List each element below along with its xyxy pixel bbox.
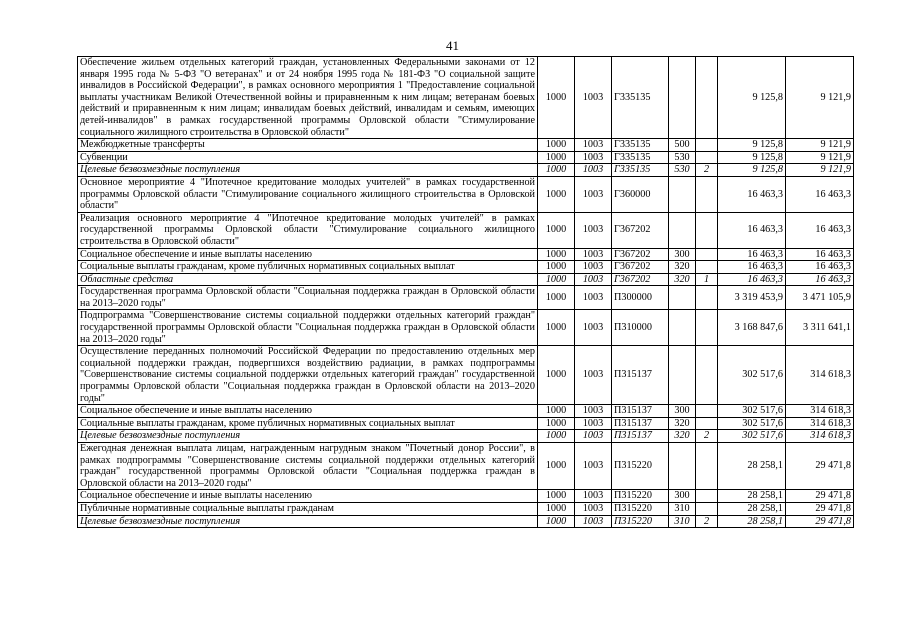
row-amount-year-1: 302 517,6 [718, 405, 786, 418]
row-description: Социальное обеспечение и иные выплаты населению [78, 405, 538, 418]
row-target-item-code: Г367202 [612, 273, 669, 286]
row-subsection-code: 1003 [575, 273, 612, 286]
row-amount-year-2: 29 471,8 [786, 490, 854, 503]
row-description: Основное мероприятие 4 "Ипотечное кредитование молодых учителей" в рамках государственной программы Орловской области "Стимулирование социального жилищного строительства в Орловской области" [78, 176, 538, 212]
budget-table [77, 56, 854, 528]
row-target-item-code: П315220 [612, 490, 669, 503]
row-subsection-code: 1003 [575, 417, 612, 430]
row-section-code: 1000 [538, 176, 575, 212]
row-amount-year-2: 9 121,9 [786, 57, 854, 139]
row-section-code: 1000 [538, 417, 575, 430]
table-row [78, 248, 854, 261]
row-subsection-code: 1003 [575, 443, 612, 490]
row-amount-year-2: 314 618,3 [786, 405, 854, 418]
row-subsection-code: 1003 [575, 490, 612, 503]
row-expense-type-code: 320 [669, 430, 696, 443]
row-description: Социальные выплаты гражданам, кроме публичных нормативных социальных выплат [78, 261, 538, 274]
row-description: Целевые безвозмездные поступления [78, 515, 538, 528]
row-section-code: 1000 [538, 273, 575, 286]
row-section-code: 1000 [538, 286, 575, 310]
row-description: Субвенции [78, 151, 538, 164]
row-subsection-code: 1003 [575, 502, 612, 515]
row-target-item-code: Г335135 [612, 164, 669, 177]
table-row [78, 164, 854, 177]
row-funding-kind: 2 [696, 515, 718, 528]
row-subsection-code: 1003 [575, 248, 612, 261]
row-description: Ежегодная денежная выплата лицам, награжденным нагрудным знаком "Почетный донор России", в рамках подпрограммы "Совершенствование системы социальной поддержки отдельных категорий граждан" государственной программы Орловской области "Социальная поддержка граждан в Орловской области на 2013–2020 годы" [78, 443, 538, 490]
row-target-item-code: Г360000 [612, 176, 669, 212]
table-row [78, 346, 854, 405]
table-row [78, 502, 854, 515]
row-target-item-code: П315137 [612, 430, 669, 443]
row-expense-type-code: 310 [669, 502, 696, 515]
row-subsection-code: 1003 [575, 430, 612, 443]
table-row [78, 286, 854, 310]
row-description: Реализация основного мероприятие 4 "Ипотечное кредитование молодых учителей" в рамках государственной программы Орловской области "Стимулирование социального жилищного строительства в Орловской области" [78, 212, 538, 248]
table-row [78, 57, 854, 139]
row-funding-kind [696, 443, 718, 490]
row-section-code: 1000 [538, 430, 575, 443]
row-section-code: 1000 [538, 502, 575, 515]
row-amount-year-1: 16 463,3 [718, 273, 786, 286]
row-subsection-code: 1003 [575, 139, 612, 152]
row-expense-type-code [669, 57, 696, 139]
row-section-code: 1000 [538, 443, 575, 490]
table-row [78, 430, 854, 443]
row-expense-type-code [669, 176, 696, 212]
row-amount-year-1: 28 258,1 [718, 515, 786, 528]
row-subsection-code: 1003 [575, 346, 612, 405]
row-section-code: 1000 [538, 151, 575, 164]
budget-table-body [78, 57, 854, 528]
row-amount-year-2: 16 463,3 [786, 261, 854, 274]
row-funding-kind [696, 212, 718, 248]
row-description: Государственная программа Орловской области "Социальная поддержка граждан в Орловской области на 2013–2020 годы" [78, 286, 538, 310]
row-expense-type-code: 320 [669, 261, 696, 274]
row-target-item-code: П315137 [612, 417, 669, 430]
row-expense-type-code: 320 [669, 273, 696, 286]
row-target-item-code: Г335135 [612, 57, 669, 139]
row-amount-year-2: 16 463,3 [786, 248, 854, 261]
row-expense-type-code: 530 [669, 151, 696, 164]
row-description: Публичные нормативные социальные выплаты гражданам [78, 502, 538, 515]
row-subsection-code: 1003 [575, 176, 612, 212]
row-amount-year-2: 3 311 641,1 [786, 310, 854, 346]
row-amount-year-2: 9 121,9 [786, 164, 854, 177]
row-expense-type-code [669, 212, 696, 248]
table-row [78, 417, 854, 430]
row-amount-year-1: 3 319 453,9 [718, 286, 786, 310]
row-target-item-code: П300000 [612, 286, 669, 310]
row-expense-type-code: 310 [669, 515, 696, 528]
row-subsection-code: 1003 [575, 515, 612, 528]
row-funding-kind [696, 346, 718, 405]
row-subsection-code: 1003 [575, 57, 612, 139]
row-funding-kind [696, 405, 718, 418]
table-row [78, 405, 854, 418]
row-section-code: 1000 [538, 310, 575, 346]
row-amount-year-2: 9 121,9 [786, 139, 854, 152]
row-amount-year-2: 29 471,8 [786, 515, 854, 528]
row-amount-year-1: 302 517,6 [718, 430, 786, 443]
row-amount-year-2: 9 121,9 [786, 151, 854, 164]
row-subsection-code: 1003 [575, 286, 612, 310]
row-amount-year-1: 9 125,8 [718, 57, 786, 139]
row-amount-year-2: 3 471 105,9 [786, 286, 854, 310]
row-section-code: 1000 [538, 261, 575, 274]
row-expense-type-code [669, 346, 696, 405]
row-amount-year-1: 3 168 847,6 [718, 310, 786, 346]
row-funding-kind [696, 139, 718, 152]
table-row [78, 261, 854, 274]
table-row [78, 443, 854, 490]
row-funding-kind: 2 [696, 164, 718, 177]
row-description: Осуществление переданных полномочий Российской Федерации по предоставлению отдельных мер социальной поддержки граждан, подвергшихся воздействию радиации, в рамках подпрограммы "Совершенствование системы социальной поддержки отдельных категорий граждан" государственной программы Орловской области "Социальная поддержка граждан в Орловской области на 2013–2020 годы" [78, 346, 538, 405]
row-amount-year-1: 302 517,6 [718, 346, 786, 405]
row-description: Обеспечение жильем отдельных категорий граждан, установленных Федеральными законами от 12 января 1995 года № 5-ФЗ "О ветеранах" и от 24 ноября 1995 года № 181-ФЗ "О социальной защите инвалидов в Российской Федерации", в рамках основного мероприятия 1 "Предоставление социальной выплаты участникам Великой Отечественной войны и приравненным к ним лицам; ветеранам боевых действий и приравненным к ним лицам; инвалидам боевых действий, инвалидам и семьям, имеющих детей-инвалидов" в рамках государственной программы Орловской области "Стимулирование социального жилищного строительства в Орловской области" [78, 57, 538, 139]
row-target-item-code: П315220 [612, 502, 669, 515]
row-target-item-code: П315220 [612, 515, 669, 528]
row-funding-kind [696, 417, 718, 430]
row-expense-type-code: 530 [669, 164, 696, 177]
page-number: 41 [446, 38, 459, 53]
row-description: Социальные выплаты гражданам, кроме публичных нормативных социальных выплат [78, 417, 538, 430]
row-amount-year-1: 16 463,3 [718, 261, 786, 274]
row-funding-kind [696, 248, 718, 261]
row-section-code: 1000 [538, 57, 575, 139]
row-expense-type-code: 500 [669, 139, 696, 152]
row-expense-type-code: 300 [669, 490, 696, 503]
row-description: Целевые безвозмездные поступления [78, 164, 538, 177]
row-amount-year-1: 16 463,3 [718, 176, 786, 212]
row-section-code: 1000 [538, 212, 575, 248]
row-funding-kind [696, 502, 718, 515]
row-target-item-code: П315220 [612, 443, 669, 490]
row-subsection-code: 1003 [575, 164, 612, 177]
row-description: Подпрограмма "Совершенствование системы социальной поддержки отдельных категорий граждан" государственной программы Орловской области "Социальная поддержка граждан в Орловской области на 2013–2020 годы" [78, 310, 538, 346]
row-target-item-code: Г367202 [612, 212, 669, 248]
row-amount-year-1: 9 125,8 [718, 139, 786, 152]
row-section-code: 1000 [538, 248, 575, 261]
row-funding-kind [696, 261, 718, 274]
row-expense-type-code [669, 310, 696, 346]
row-subsection-code: 1003 [575, 405, 612, 418]
row-amount-year-1: 302 517,6 [718, 417, 786, 430]
row-funding-kind: 1 [696, 273, 718, 286]
row-amount-year-1: 28 258,1 [718, 443, 786, 490]
table-row [78, 515, 854, 528]
row-description: Областные средства [78, 273, 538, 286]
row-funding-kind [696, 310, 718, 346]
row-description: Социальное обеспечение и иные выплаты населению [78, 490, 538, 503]
row-amount-year-2: 314 618,3 [786, 430, 854, 443]
table-row [78, 212, 854, 248]
row-amount-year-2: 314 618,3 [786, 346, 854, 405]
table-row [78, 490, 854, 503]
row-subsection-code: 1003 [575, 212, 612, 248]
row-target-item-code: П315137 [612, 405, 669, 418]
row-funding-kind [696, 490, 718, 503]
table-row [78, 310, 854, 346]
row-amount-year-1: 28 258,1 [718, 490, 786, 503]
row-subsection-code: 1003 [575, 310, 612, 346]
row-amount-year-2: 314 618,3 [786, 417, 854, 430]
row-description: Межбюджетные трансферты [78, 139, 538, 152]
row-expense-type-code: 300 [669, 248, 696, 261]
row-amount-year-2: 29 471,8 [786, 443, 854, 490]
row-section-code: 1000 [538, 490, 575, 503]
row-description: Социальное обеспечение и иные выплаты населению [78, 248, 538, 261]
row-expense-type-code: 300 [669, 405, 696, 418]
row-section-code: 1000 [538, 515, 575, 528]
row-target-item-code: Г335135 [612, 139, 669, 152]
row-amount-year-1: 28 258,1 [718, 502, 786, 515]
row-amount-year-2: 16 463,3 [786, 212, 854, 248]
row-target-item-code: П315137 [612, 346, 669, 405]
row-section-code: 1000 [538, 346, 575, 405]
row-expense-type-code: 320 [669, 417, 696, 430]
row-amount-year-1: 9 125,8 [718, 151, 786, 164]
row-target-item-code: Г367202 [612, 248, 669, 261]
row-funding-kind [696, 57, 718, 139]
row-expense-type-code [669, 286, 696, 310]
row-funding-kind [696, 286, 718, 310]
row-expense-type-code [669, 443, 696, 490]
row-target-item-code: Г367202 [612, 261, 669, 274]
table-row [78, 273, 854, 286]
row-funding-kind: 2 [696, 430, 718, 443]
row-amount-year-1: 16 463,3 [718, 248, 786, 261]
row-section-code: 1000 [538, 405, 575, 418]
row-subsection-code: 1003 [575, 261, 612, 274]
table-row [78, 176, 854, 212]
table-row [78, 151, 854, 164]
table-row [78, 139, 854, 152]
row-amount-year-2: 16 463,3 [786, 273, 854, 286]
row-amount-year-2: 29 471,8 [786, 502, 854, 515]
row-funding-kind [696, 176, 718, 212]
row-amount-year-1: 16 463,3 [718, 212, 786, 248]
row-section-code: 1000 [538, 139, 575, 152]
row-target-item-code: П310000 [612, 310, 669, 346]
row-target-item-code: Г335135 [612, 151, 669, 164]
row-funding-kind [696, 151, 718, 164]
row-amount-year-1: 9 125,8 [718, 164, 786, 177]
row-description: Целевые безвозмездные поступления [78, 430, 538, 443]
row-section-code: 1000 [538, 164, 575, 177]
row-amount-year-2: 16 463,3 [786, 176, 854, 212]
row-subsection-code: 1003 [575, 151, 612, 164]
